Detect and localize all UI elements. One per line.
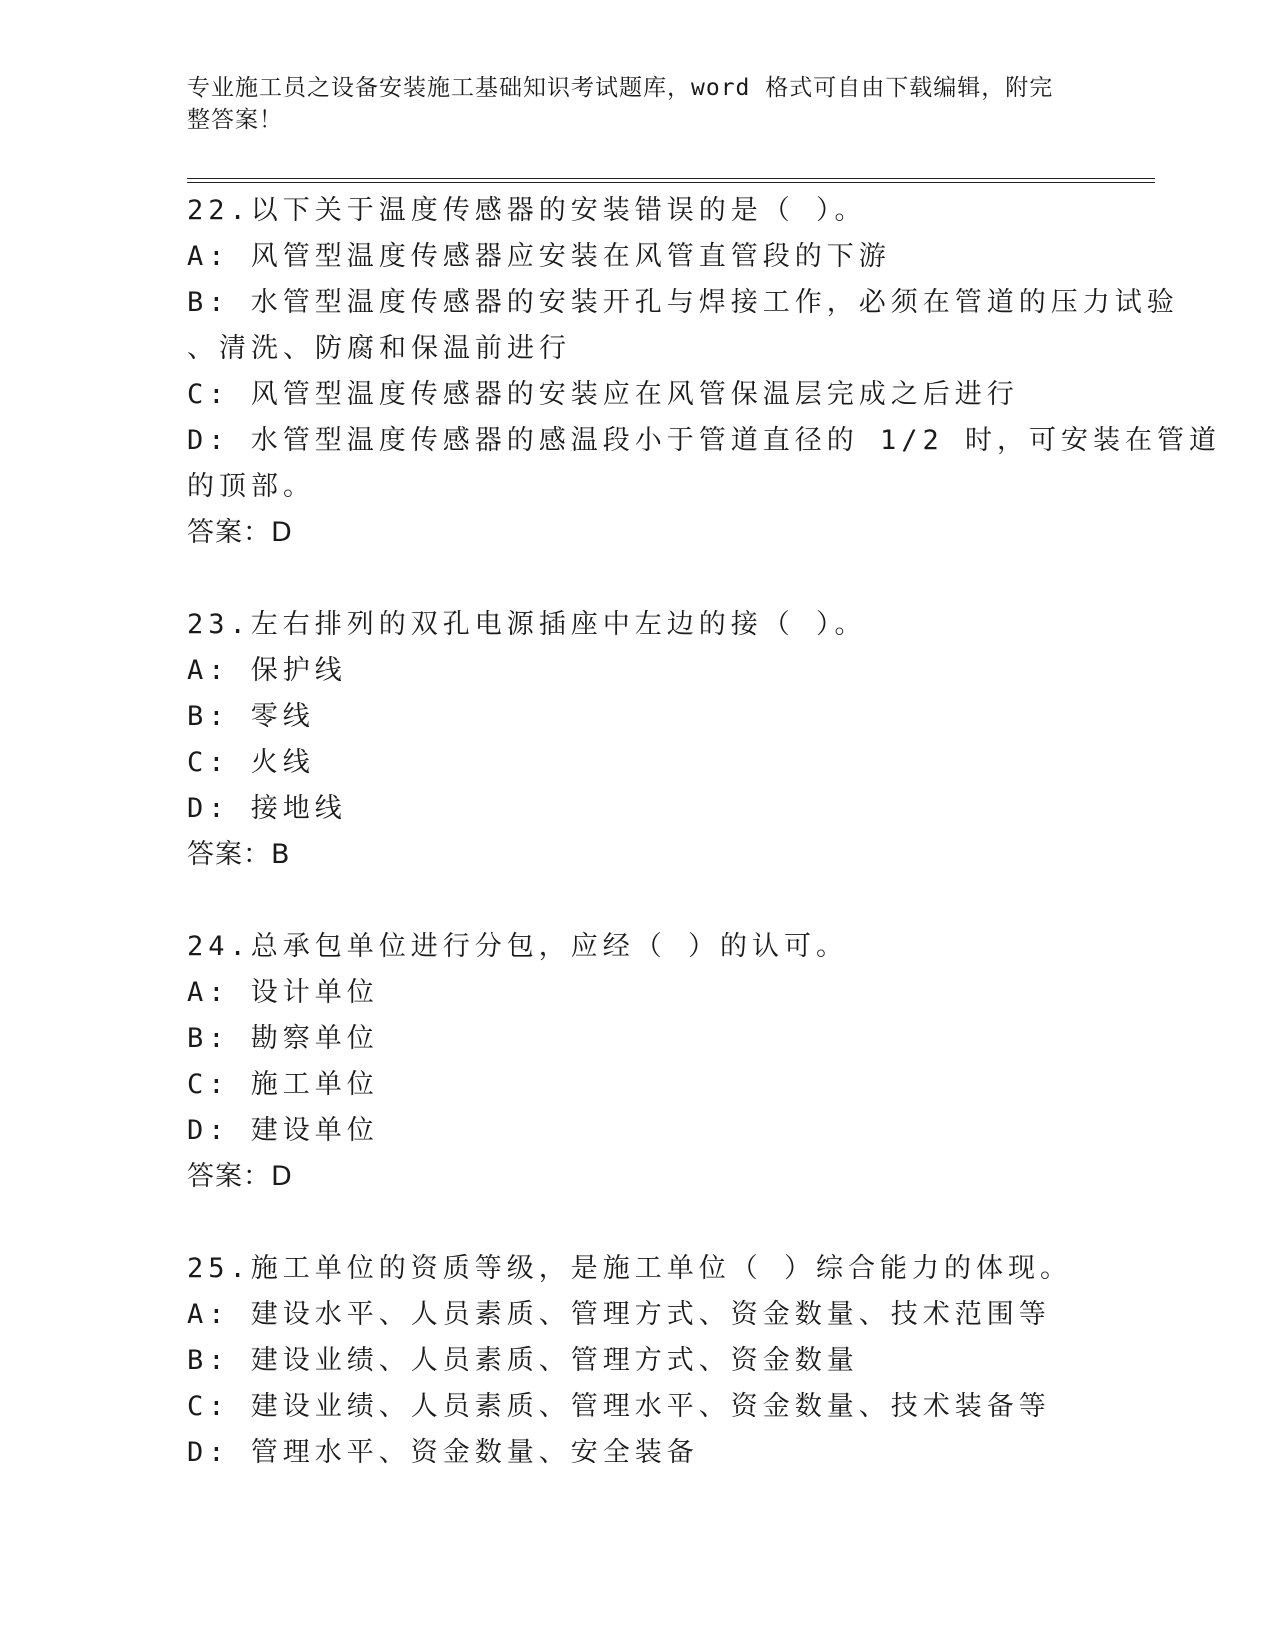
option-b: B: 建设业绩、人员素质、管理方式、资金数量 xyxy=(187,1345,859,1376)
option-a: A: 建设水平、人员素质、管理方式、资金数量、技术范围等 xyxy=(187,1299,1051,1330)
answer-label: 答案：D xyxy=(187,517,293,548)
question-stem: 25.施工单位的资质等级，是施工单位（ ）综合能力的体现。 xyxy=(187,1253,1073,1284)
question-23 xyxy=(187,602,1087,878)
option-b: B: 零线 xyxy=(187,701,315,732)
option-d-continued: 的顶部。 xyxy=(187,471,315,502)
option-d: D: 水管型温度传感器的感温段小于管道直径的 1/2 时，可安装在管道 xyxy=(187,425,1222,456)
answer-label: 答案：D xyxy=(187,1161,293,1192)
option-d: D: 管理水平、资金数量、安全装备 xyxy=(187,1437,699,1468)
option-c: C: 施工单位 xyxy=(187,1069,379,1100)
question-25 xyxy=(187,1246,1087,1476)
option-d: D: 接地线 xyxy=(187,793,347,824)
option-b: B: 水管型温度传感器的安装开孔与焊接工作，必须在管道的压力试验 xyxy=(187,287,1179,318)
option-c: C: 风管型温度传感器的安装应在风管保温层完成之后进行 xyxy=(187,379,1019,410)
document-header xyxy=(187,72,1067,136)
question-24 xyxy=(187,924,1087,1200)
option-a: A: 保护线 xyxy=(187,655,347,686)
option-d: D: 建设单位 xyxy=(187,1115,379,1146)
header-double-rule xyxy=(187,178,1155,183)
answer-label: 答案：B xyxy=(187,839,291,870)
question-list xyxy=(187,188,1222,1522)
option-b-continued: 、清洗、防腐和保温前进行 xyxy=(187,333,571,364)
option-a: A: 风管型温度传感器应安装在风管直管段的下游 xyxy=(187,241,891,272)
option-c: C: 火线 xyxy=(187,747,315,778)
header-line-1: 专业施工员之设备安装施工基础知识考试题库，word 格式可自由下载编辑，附完 xyxy=(187,75,1054,101)
question-stem: 23.左右排列的双孔电源插座中左边的接（ ）。 xyxy=(187,609,867,640)
question-22 xyxy=(187,188,1222,556)
question-stem: 24.总承包单位进行分包，应经（ ）的认可。 xyxy=(187,931,849,962)
option-c: C: 建设业绩、人员素质、管理水平、资金数量、技术装备等 xyxy=(187,1391,1051,1422)
header-line-2: 整答案！ xyxy=(187,107,283,133)
option-a: A: 设计单位 xyxy=(187,977,379,1008)
question-stem: 22.以下关于温度传感器的安装错误的是（ ）。 xyxy=(187,195,867,226)
option-b: B: 勘察单位 xyxy=(187,1023,379,1054)
